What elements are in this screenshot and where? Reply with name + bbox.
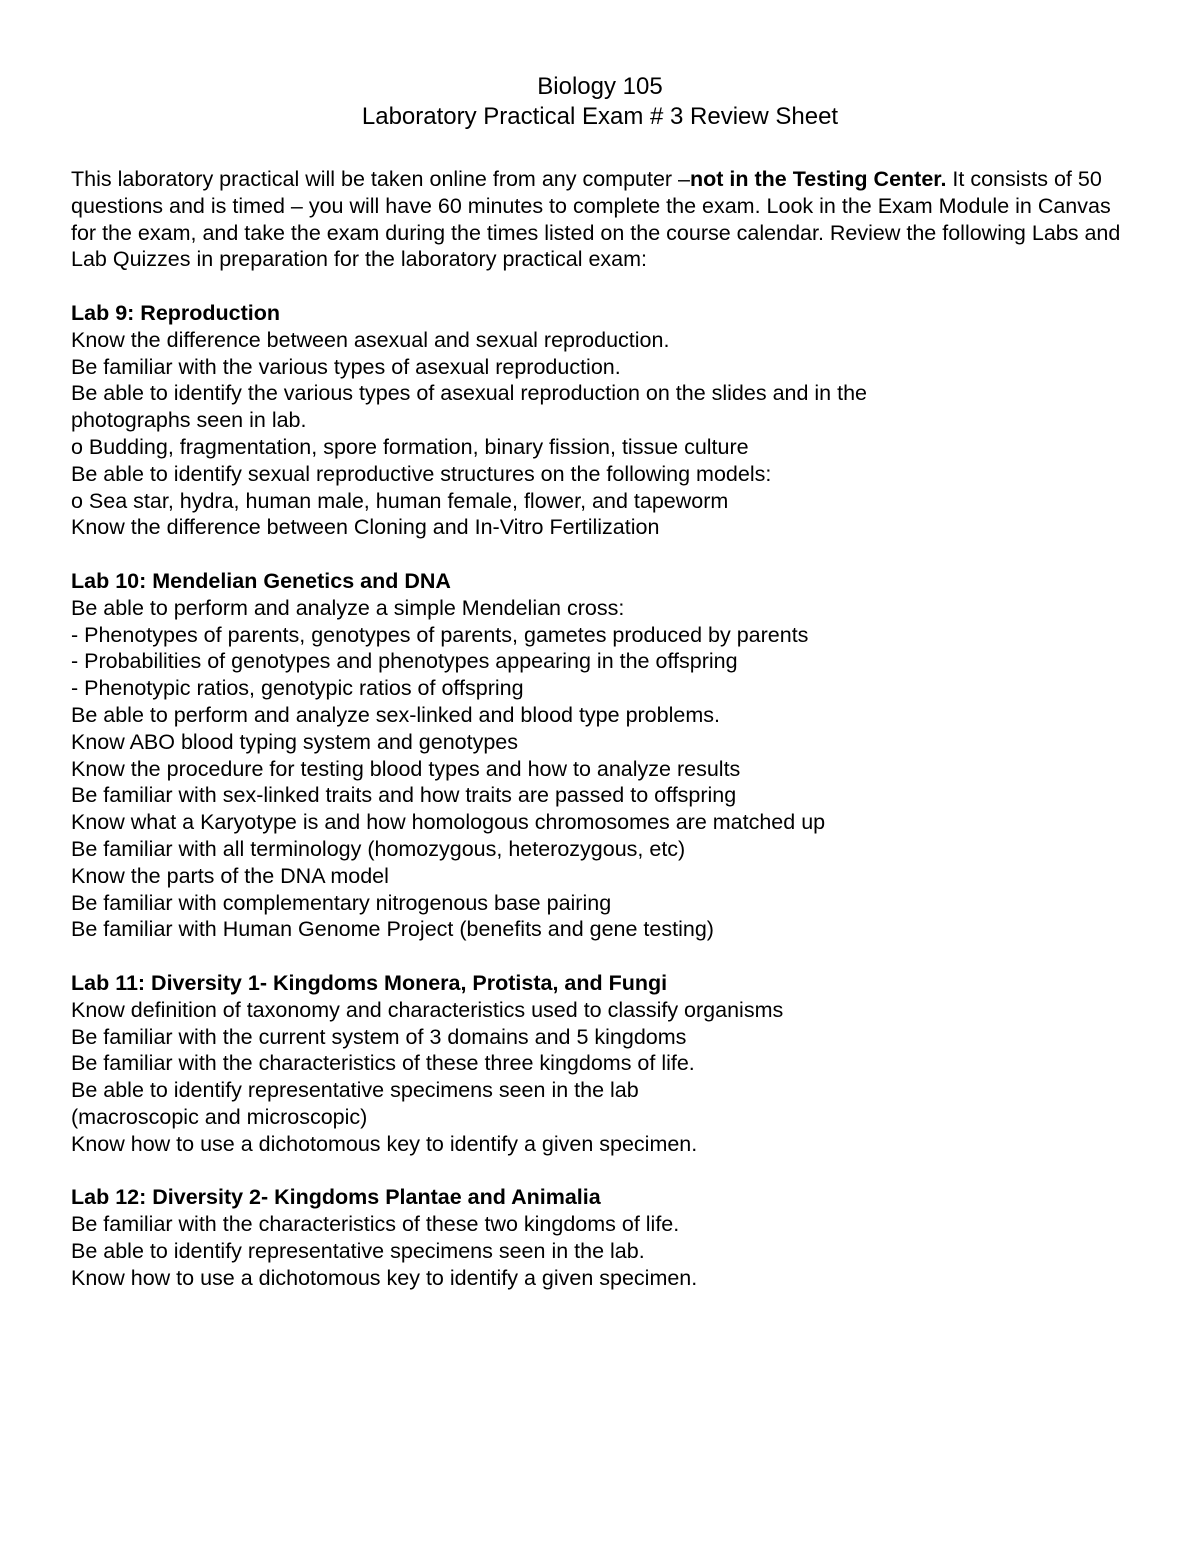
section-lines <box>71 327 1141 541</box>
intro-text <box>71 166 1141 273</box>
section-lab-11 <box>71 970 1141 1158</box>
section-lines <box>71 1211 1141 1291</box>
section-line: Know how to use a dichotomous key to identify a given specimen. <box>71 1265 698 1290</box>
section-line: Be familiar with the characteristics of these two kingdoms of life. <box>71 1212 680 1237</box>
section-lab-12 <box>71 1184 1141 1291</box>
section-line: (macroscopic and microscopic) <box>71 1104 368 1129</box>
section-heading: Lab 12: Diversity 2- Kingdoms Plantae and Animalia <box>71 1185 601 1210</box>
section-line: Be familiar with complementary nitrogenous base pairing <box>71 890 612 915</box>
section-lab-9 <box>71 300 1141 541</box>
section-line: - Probabilities of genotypes and phenotypes appearing in the offspring <box>71 649 738 674</box>
section-line: Be familiar with the various types of asexual reproduction. <box>71 354 621 379</box>
section-line: Know how to use a dichotomous key to identify a given specimen. <box>71 1131 698 1156</box>
section-lines <box>71 595 1141 943</box>
section-line: - Phenotypes of parents, genotypes of parents, gametes produced by parents <box>71 622 809 647</box>
document-body <box>71 166 1141 1291</box>
section-line: Be able to perform and analyze a simple Mendelian cross: <box>71 595 625 620</box>
section-line: photographs seen in lab. <box>71 408 307 433</box>
section-heading: Lab 11: Diversity 1- Kingdoms Monera, Protista, and Fungi <box>71 970 668 995</box>
section-line: o Budding, fragmentation, spore formation, binary fission, tissue culture <box>71 434 749 459</box>
section-line: Be able to identify the various types of asexual reproduction on the slides and in the <box>71 381 868 406</box>
section-line: Be familiar with all terminology (homozygous, heterozygous, etc) <box>71 836 686 861</box>
document-title: Laboratory Practical Exam # 3 Review Sheet <box>361 103 839 130</box>
section-line: Be able to identify sexual reproductive structures on the following models: <box>71 461 772 486</box>
section-line: Know the parts of the DNA model <box>71 863 389 888</box>
section-line: Be familiar with the characteristics of these three kingdoms of life. <box>71 1051 695 1076</box>
section-line: Be familiar with the current system of 3 domains and 5 kingdoms <box>71 1024 687 1049</box>
section-line: Be able to identify representative specimens seen in the lab. <box>71 1238 645 1263</box>
section-heading: Lab 9: Reproduction <box>71 300 281 325</box>
section-line: Know definition of taxonomy and characteristics used to classify organisms <box>71 997 784 1022</box>
intro-paragraph <box>71 166 1141 273</box>
section-line: Know the procedure for testing blood types and how to analyze results <box>71 756 741 781</box>
intro-emphasis: not in the Testing Center. <box>690 167 947 191</box>
section-line: Know the difference between asexual and sexual reproduction. <box>71 327 670 352</box>
section-lines <box>71 997 1141 1158</box>
section-line: - Phenotypic ratios, genotypic ratios of offspring <box>71 676 524 701</box>
section-line: o Sea star, hydra, human male, human female, flower, and tapeworm <box>71 488 729 513</box>
section-lab-10 <box>71 568 1141 943</box>
document-header <box>0 72 1200 132</box>
intro-text-part1: This laboratory practical will be taken online from any computer – <box>71 167 691 191</box>
intro-text-part2: It consists of 50 questions and is timed – you will have 60 minutes to complete the exam. Look in the Exam Module in Canvas for the exam, and take the exam during the times listed on the course calendar. Review the following Labs and Lab Quizzes in preparation for the laboratory practical exam: <box>71 167 1121 272</box>
section-line: Be familiar with sex-linked traits and how traits are passed to offspring <box>71 783 737 808</box>
section-line: Be familiar with Human Genome Project (benefits and gene testing) <box>71 917 714 942</box>
course-title: Biology 105 <box>537 73 663 100</box>
section-line: Be able to perform and analyze sex-linked and blood type problems. <box>71 702 720 727</box>
section-line: Know ABO blood typing system and genotypes <box>71 729 518 754</box>
section-line: Know the difference between Cloning and In-Vitro Fertilization <box>71 515 660 540</box>
section-heading: Lab 10: Mendelian Genetics and DNA <box>71 568 451 593</box>
section-line: Know what a Karyotype is and how homologous chromosomes are matched up <box>71 810 826 835</box>
section-line: Be able to identify representative specimens seen in the lab <box>71 1078 639 1103</box>
